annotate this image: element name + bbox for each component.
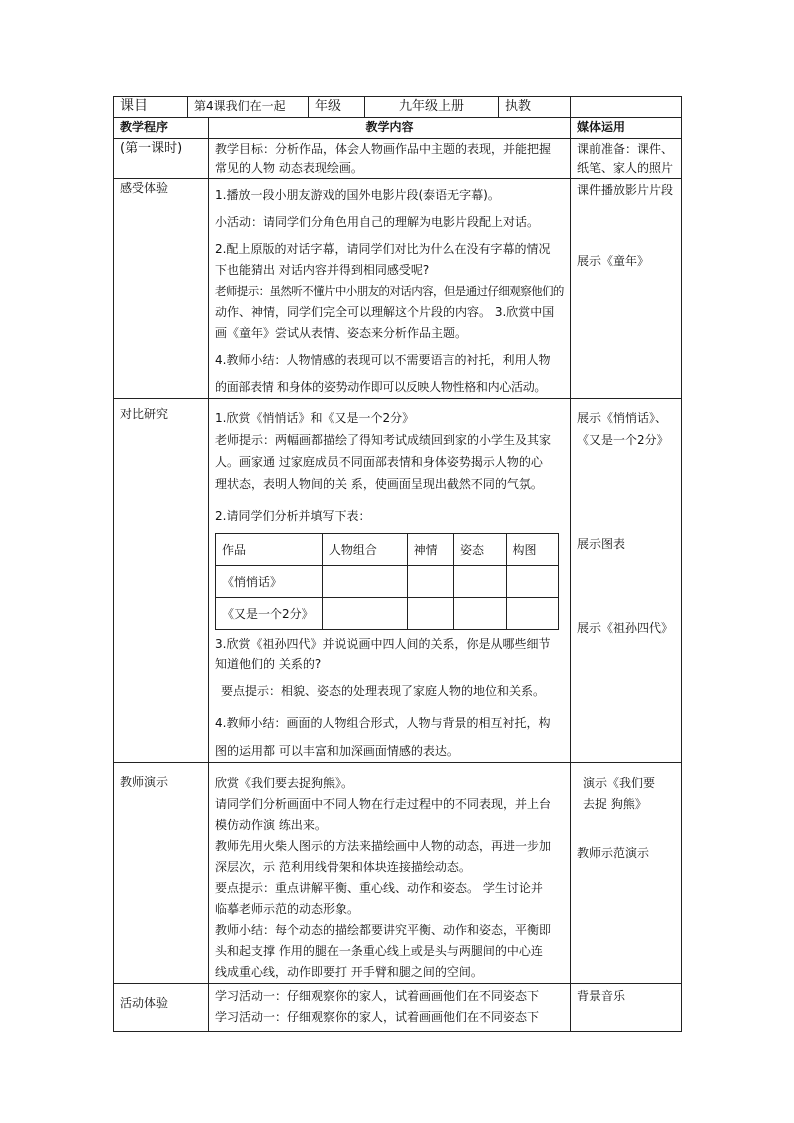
text-line: 学习活动一：仔细观察你的家人，试着画画他们在不同姿态下 (215, 1010, 540, 1024)
text-line: 老师提示：两幅画都描绘了得知考试成绩回到家的小学生及其家 (215, 433, 552, 447)
analysis-cell[interactable] (322, 566, 407, 598)
teacher-value (571, 97, 682, 118)
media-text: 教师示范演示 (577, 846, 650, 860)
row-label: 教师演示 (114, 763, 209, 984)
analysis-cell[interactable] (322, 598, 407, 630)
analysis-header: 姿态 (454, 534, 506, 566)
text-line: 临摹老师示范的动态形象。 (215, 902, 360, 916)
analysis-cell[interactable] (506, 566, 559, 598)
text-line: 常见的人物 动态表现绘画。 (215, 161, 363, 175)
text-line: 教师先用火柴人图示的方法来描绘画中人物的动态，再进一步加 (215, 839, 552, 853)
text-line: 深层次，示 范利用线骨架和体块连接描绘动态。 (215, 860, 471, 874)
analysis-cell[interactable] (407, 566, 453, 598)
text-line: 图的运用都 可以丰富和加深画面情感的表达。 (215, 744, 459, 758)
row-label: 活动体验 (114, 984, 209, 1032)
media-text: 展示图表 (577, 537, 626, 551)
header-table (113, 96, 682, 118)
text-line: 画《童年》尝试从表情、姿态来分析作品主题。 (215, 326, 468, 340)
col-procedure: 教学程序 (114, 118, 209, 139)
analysis-cell[interactable] (506, 598, 559, 630)
analysis-cell[interactable] (454, 598, 506, 630)
analysis-cell: 《又是一个2分》 (216, 598, 323, 630)
course-value: 第4课我们在一起 (188, 97, 309, 118)
text-line: 要点提示：重点讲解平衡、重心线、动作和姿态。 学生讨论并 (215, 881, 543, 895)
row-content (209, 763, 571, 984)
analysis-cell: 《悄悄话》 (216, 566, 323, 598)
media-text: 课件播放影片片段 (577, 183, 674, 197)
text-line: 老师提示：虽然听不懂片中小朋友的对话内容，但是通过仔细观察他们的 (215, 284, 564, 298)
media-text: 展示《悄悄话》、 (577, 411, 668, 425)
text-line: 1.欣赏《悄悄话》和《又是一个2分》 (215, 411, 415, 425)
text-line: 1.播放一段小朋友游戏的国外电影片段(泰语无字幕)。 (215, 188, 500, 202)
analysis-header: 构图 (506, 534, 559, 566)
lesson-plan-page (113, 96, 681, 1032)
media-text: 去捉 狗熊》 (583, 797, 647, 811)
row-content (209, 984, 571, 1032)
teacher-label: 执教 (499, 97, 571, 118)
analysis-cell[interactable] (407, 598, 453, 630)
text-line: 动作、神情，同学们完全可以理解这个片段的内容。 3.欣赏中国 (215, 305, 555, 319)
row-label: 感受体验 (114, 179, 209, 399)
media-text: 《又是一个2分》 (577, 433, 669, 447)
media-text: 展示《祖孙四代》 (577, 621, 674, 635)
grade-value: 九年级上册 (365, 97, 499, 118)
col-media: 媒体运用 (571, 118, 682, 139)
text-line: 欣赏《我们要去捉狗熊》。 (215, 776, 354, 790)
media-text: 展示《童年》 (577, 254, 650, 268)
row-media (571, 139, 682, 179)
row-label: (第一课时) (114, 139, 209, 179)
row-content (209, 139, 571, 179)
text-line: 4.教师小结：画面的人物组合形式，人物与背景的相互衬托，构 (215, 716, 551, 730)
row-label: 对比研究 (114, 399, 209, 763)
media-text: 背景音乐 (577, 989, 626, 1003)
media-text: 纸笔、家人的照片 (577, 161, 674, 175)
text-line: 人。画家通 过家庭成员不同面部表情和身体姿势揭示人物的心 (215, 455, 543, 469)
text-line: 4.教师小结：人物情感的表现可以不需要语言的衬托，利用人物 (215, 353, 551, 367)
text-line: 理状态，表明人物间的关 系，使画面呈现出截然不同的气氛。 (215, 477, 543, 491)
lesson-table (113, 117, 682, 1032)
text-line: 要点提示：相貌、姿态的处理表现了家庭人物的地位和关系。 (221, 684, 546, 698)
analysis-cell[interactable] (454, 566, 506, 598)
course-label: 课目 (114, 97, 188, 118)
row-media (571, 179, 682, 399)
analysis-header: 神情 (407, 534, 453, 566)
text-line: 教学目标：分析作品，体会人物画作品中主题的表现，并能把握 (215, 142, 552, 156)
row-content (209, 179, 571, 399)
text-line: 线成重心线，动作即要打 开手臂和腿之间的空间。 (215, 965, 483, 979)
row-media (571, 763, 682, 984)
row-content (209, 399, 571, 763)
analysis-header: 人物组合 (322, 534, 407, 566)
text-line: 模仿动作演 练出来。 (215, 818, 327, 832)
text-line: 下也能猜出 对话内容并得到相同感受呢? (215, 263, 430, 277)
grade-label: 年级 (309, 97, 365, 118)
media-text: 课前准备：课件、 (577, 142, 674, 156)
col-content: 教学内容 (209, 118, 571, 139)
text-line: 请同学们分析画面中不同人物在行走过程中的不同表现，并上台 (215, 797, 552, 811)
row-media (571, 984, 682, 1032)
text-line: 教师小结：每个动态的描绘都要讲究平衡、动作和姿态，平衡即 (215, 923, 552, 937)
text-line: 2.请同学们分析并填写下表： (215, 509, 371, 523)
text-line: 知道他们的 关系的? (215, 657, 322, 671)
text-line: 2.配上原版的对话字幕，请同学们对比为什么在没有字幕的情况 (215, 242, 551, 256)
text-line: 的面部表情 和身体的姿势动作即可以反映人物性格和内心活动。 (215, 380, 547, 394)
analysis-header: 作品 (216, 534, 323, 566)
text-line: 小活动：请同学们分角色用自己的理解为电影片段配上对话。 (215, 215, 540, 229)
text-line: 头和起支撑 作用的腿在一条重心线上或是头与两腿间的中心连 (215, 944, 543, 958)
row-media (571, 399, 682, 763)
analysis-table (215, 533, 559, 630)
text-line: 学习活动一：仔细观察你的家人，试着画画他们在不同姿态下 (215, 989, 540, 1003)
text-line: 3.欣赏《祖孙四代》并说说画中四人间的关系，你是从哪些细节 (215, 637, 551, 651)
media-text: 演示《我们要 (583, 776, 656, 790)
